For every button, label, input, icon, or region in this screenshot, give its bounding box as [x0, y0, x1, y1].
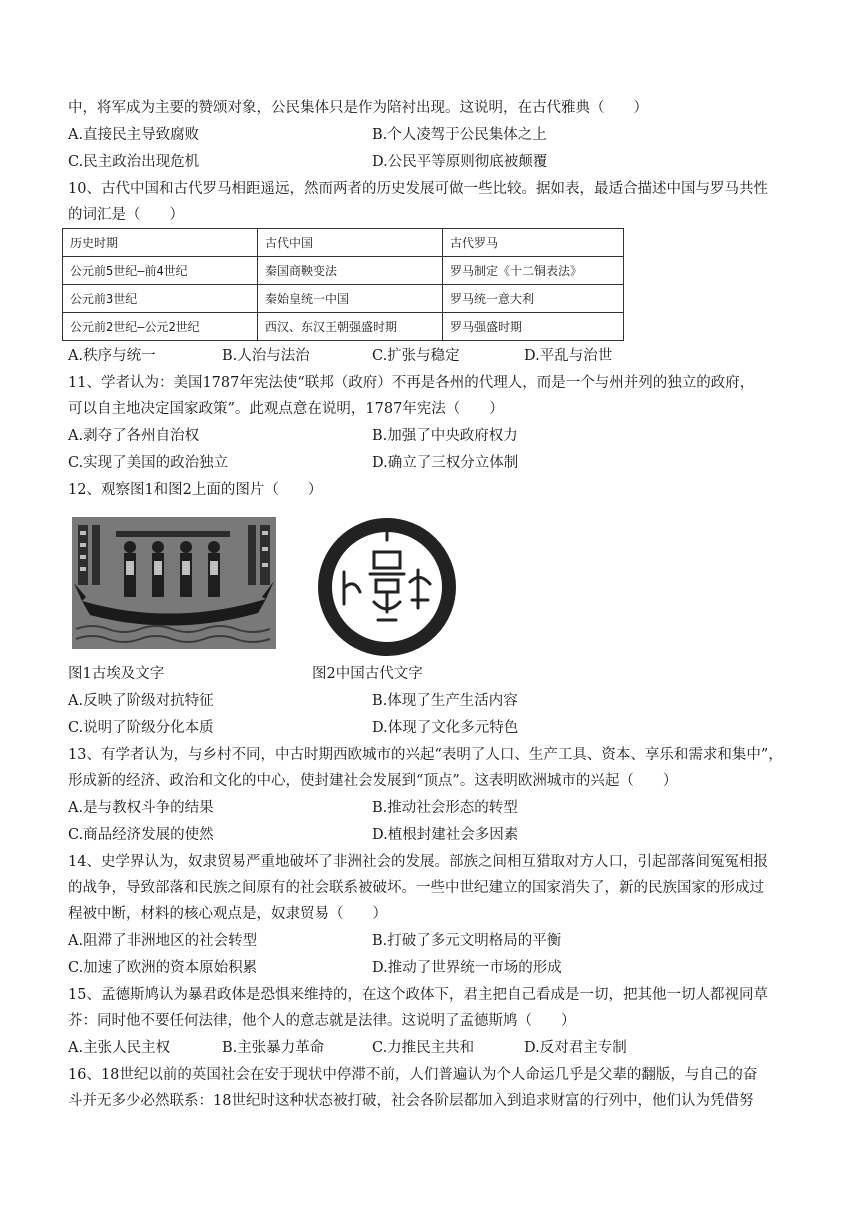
- q14-option-b: B.打破了多元文明格局的平衡: [372, 933, 562, 949]
- table-cell: 公元前3世纪: [63, 285, 258, 313]
- q10-stem-line1: 10、古代中国和古代罗马相距遥远，然而两者的历史发展可做一些比较。据如表，最适合描述中国与罗马共性: [68, 181, 768, 197]
- q16-stem-line1: 16、18世纪以前的英国社会在安于现状中停滞不前，人们普遍认为个人命运几乎是父辈的翻版，与自己的奋: [68, 1067, 758, 1083]
- table-cell: 公元前5世纪—前4世纪: [63, 257, 258, 285]
- q14-stem-line3: 程被中断，材料的核心观点是，奴隶贸易（ ）: [68, 906, 387, 922]
- q15-option-c: C.力推民主共和: [372, 1040, 475, 1056]
- q11-option-d: D.确立了三权分立体制: [372, 455, 519, 471]
- q10-option-b: B.人治与法治: [222, 348, 310, 364]
- q12-option-b: B.体现了生产生活内容: [372, 693, 518, 709]
- q13-stem-line2: 形成新的经济、政治和文化的中心，使封建社会发展到“顶点”。这表明欧洲城市的兴起（ ）: [68, 773, 678, 789]
- table-cell: 秦国商鞅变法: [258, 257, 443, 285]
- q13-option-d: D.植根封建社会多因素: [372, 827, 519, 843]
- q12-option-a: A.反映了阶级对抗特征: [68, 693, 214, 709]
- q14-stem-line1: 14、史学界认为，奴隶贸易严重地破坏了非洲社会的发展。部族之间相互猎取对方人口，引起部落间冤冤相报: [68, 854, 768, 870]
- table-cell: 罗马强盛时期: [443, 313, 624, 341]
- q13-option-c: C.商品经济发展的使然: [68, 827, 214, 843]
- table-header-row: [63, 229, 624, 257]
- table-header: 古代中国: [258, 229, 443, 257]
- q9-stem: 中，将军成为主要的赞颂对象，公民集体只是作为陪衬出现。这说明，在古代雅典（ ）: [68, 100, 648, 116]
- q11-option-c: C.实现了美国的政治独立: [68, 455, 229, 471]
- table-row: [63, 285, 624, 313]
- q9-option-a: A.直接民主导致腐败: [68, 127, 200, 143]
- q10-stem-line2: 的词汇是（ ）: [68, 207, 184, 223]
- q10-option-c: C.扩张与稳定: [372, 348, 460, 364]
- q13-option-b: B.推动社会形态的转型: [372, 800, 518, 816]
- q15-stem-line1: 15、孟德斯鸠认为暴君政体是恐惧来维持的，在这个政体下，君主把自己看成是一切，把其他一切人都视同草: [68, 987, 768, 1003]
- table-cell: 罗马统一意大利: [443, 285, 624, 313]
- table-cell: 西汉、东汉王朝强盛时期: [258, 313, 443, 341]
- q14-option-a: A.阻滞了非洲地区的社会转型: [68, 933, 258, 949]
- history-comparison-table: [62, 228, 624, 341]
- table-row: [63, 313, 624, 341]
- table-cell: 秦始皇统一中国: [258, 285, 443, 313]
- q12-option-d: D.体现了文化多元特色: [372, 720, 519, 736]
- q13-stem-line1: 13、有学者认为，与乡村不同，中古时期西欧城市的兴起“表明了人口、生产工具、资本、享乐和需求和集中”，: [68, 747, 783, 763]
- q13-option-a: A.是与教权斗争的结果: [68, 800, 214, 816]
- q15-option-a: A.主张人民主权: [68, 1040, 171, 1056]
- q14-stem-line2: 的战争，导致部落和民族之间原有的社会联系被破坏。一些中世纪建立的国家消失了，新的民族国家的形成过: [68, 880, 764, 896]
- q11-option-b: B.加强了中央政府权力: [372, 428, 518, 444]
- q9-option-c: C.民主政治出现危机: [68, 154, 200, 170]
- q11-stem-line1: 11、学者认为：美国1787年宪法使“联邦（政府）不再是各州的代理人，而是一个与州并列的独立的政府，: [68, 375, 755, 391]
- q14-option-d: D.推动了世界统一市场的形成: [372, 960, 562, 976]
- q10-option-d: D.平乱与治世: [524, 348, 613, 364]
- figure-2-caption: 图2中国古代文字: [312, 666, 423, 682]
- q10-option-a: A.秩序与统一: [68, 348, 156, 364]
- q12-stem: 12、观察图1和图2上面的图片（ ）: [68, 482, 323, 498]
- chinese-ancient-seal-image: [314, 512, 460, 662]
- egyptian-papyrus-image: [72, 517, 276, 649]
- q11-stem-line2: 可以自主地决定国家政策”。此观点意在说明，1787年宪法（ ）: [68, 401, 504, 417]
- table-header: 历史时期: [63, 229, 258, 257]
- table-cell: 罗马制定《十二铜表法》: [443, 257, 624, 285]
- q15-stem-line2: 芥：同时他不要任何法律，他个人的意志就是法律。这说明了孟德斯鸠（ ）: [68, 1013, 576, 1029]
- table-row: [63, 257, 624, 285]
- q15-option-b: B.主张暴力革命: [222, 1040, 325, 1056]
- figure-1-caption: 图1古埃及文字: [68, 666, 165, 682]
- table-cell: 公元前2世纪—公元2世纪: [63, 313, 258, 341]
- q14-option-c: C.加速了欧洲的资本原始积累: [68, 960, 258, 976]
- q11-option-a: A.剥夺了各州自治权: [68, 428, 200, 444]
- table-header: 古代罗马: [443, 229, 624, 257]
- q15-option-d: D.反对君主专制: [524, 1040, 627, 1056]
- q9-option-d: D.公民平等原则彻底被颠覆: [372, 154, 548, 170]
- q12-option-c: C.说明了阶级分化本质: [68, 720, 214, 736]
- q16-stem-line2: 斗并无多少必然联系：18世纪时这种状态被打破，社会各阶层都加入到追求财富的行列中，他们认为凭借努: [68, 1093, 754, 1109]
- q9-option-b: B.个人凌驾于公民集体之上: [372, 127, 547, 143]
